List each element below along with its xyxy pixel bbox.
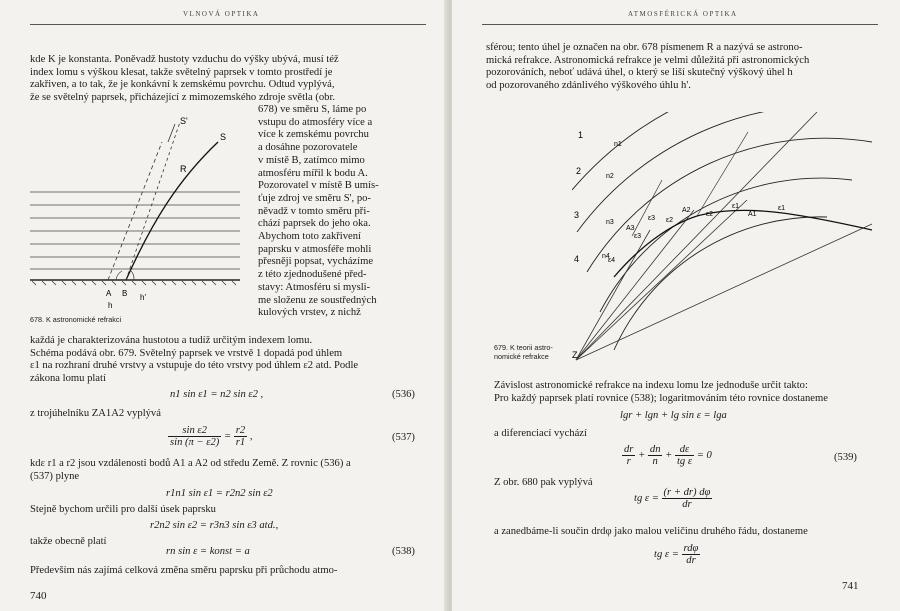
- true-direction: [126, 122, 180, 280]
- paragraph-intro: kde K je konstanta. Poněvadž hustoty vzduchu do výšky ubývá, musí též index lomu s výškou klesat, takže světelný paprsek v tomto prostředí je zakřiven, a to tak, že je konkávní k zemskému povrchu. Odtud vyplývá, že se světelný paprsek, přicházející z mimozemského zdroje světla (obr.: [30, 54, 339, 103]
- layer-label-3: 3: [574, 210, 580, 220]
- running-header: ATMOSFÉRICKÁ OPTIKA: [628, 10, 738, 18]
- label-n2: n2: [606, 173, 614, 180]
- layer-label-1: 1: [578, 130, 584, 140]
- equation-537-number: (537): [392, 432, 415, 443]
- figure-679: [572, 112, 882, 362]
- layer-label-2: 2: [576, 166, 582, 176]
- equation-log: lgr + lgn + lg sin ε = lga: [620, 410, 727, 421]
- text-diferenciaci: a diferenciací vychází: [494, 428, 587, 439]
- right-page: [452, 0, 900, 611]
- label-e3-prime: ε3: [648, 215, 656, 222]
- equation-tg-1: tg ε = $\frac{(r + dr) d\varphi}{dr}$: [634, 487, 711, 510]
- label-e1: ε1: [732, 203, 740, 210]
- page-number-left: 740: [30, 590, 47, 602]
- left-page: [0, 0, 448, 611]
- triangle-text: z trojúhelníku ZA1A2 vyplývá: [30, 408, 161, 419]
- label-r: R: [180, 164, 187, 174]
- angle-arc-h-prime: [130, 270, 134, 280]
- page-number-right: 741: [842, 580, 859, 592]
- layer-label-4: 4: [574, 254, 580, 264]
- paragraph-refraction: sférou; tento úhel je označen na obr. 678 písmenem R a nazývá se astrono- mická refrakce. Astronomická refrakce je velmi důležitá při astronomických pozorováních, neboť udává úhel, o který se liší skutečný výškový úhel h od pozorovaného zdánlivého výškového úhlu h'.: [486, 42, 810, 91]
- normal-line: [632, 180, 662, 236]
- label-e1-prime: ε1: [778, 205, 786, 212]
- angle-arc-h: [116, 271, 122, 280]
- label-n4: n4: [602, 253, 610, 260]
- side-column-text: 678) ve směru S, láme po vstupu do atmosféry více a více k zemskému povrchu a dosáhne pozorovatele v místě B, zatímco mimo atmosféru mířil k bodu A. Pozorovatel v místě B umís- ťuje zdroj ve směru S', po- něvadž v tomto směru při- chází paprsek do jeho oka. Abychom toto zakřivení paprsku v atmosféře mohli přesněji popsat, vycházíme z této zjednodušené před- stavy: Atmosféru si mysli- me složenu ze soustředných kulových vrstev, z nichž: [258, 104, 379, 319]
- normal-line: [697, 132, 748, 216]
- equation-536-number: (536): [392, 389, 415, 400]
- ground-hatching: [32, 281, 236, 285]
- equation-537: $\frac{\text{sin ε2}}{\sin (\pi - \varepsilon 2)}$ = $\frac{r2}{r1}$ ,: [170, 425, 253, 448]
- equation-r1n1: r1n1 sin ε1 = r2n2 sin ε2: [166, 488, 273, 499]
- header-rule: [482, 24, 878, 25]
- label-e3: ε3: [634, 233, 642, 240]
- equation-539-number: (539): [834, 452, 857, 463]
- figure-678: [30, 112, 255, 312]
- text-obr680: Z obr. 680 pak vyplývá: [494, 477, 593, 488]
- label-e4: ε4: [608, 257, 616, 264]
- equation-538-number: (538): [392, 546, 415, 557]
- label-n1: n1: [614, 141, 622, 148]
- label-a1: A1: [748, 211, 757, 218]
- text-zanedbame: a zanedbáme-li součin drdφ jako malou veličinu druhého řádu, dostaneme: [494, 526, 808, 537]
- label-a3: A3: [626, 225, 635, 232]
- label-e2: ε2: [666, 217, 674, 224]
- label-s: S: [220, 132, 227, 142]
- label-h: h: [108, 301, 113, 310]
- figure-679-caption: 679. K teorii astro- nomické refrakce: [494, 343, 553, 361]
- paragraph-layers: každá je charakterizována hustotou a tudíž určitým indexem lomu. Schéma podává obr. 679. Světelný paprsek ve vrstvě 1 dopadá pod úhlem ε1 na rozhraní druhé vrstvy a vstupuje do této vrstvy pod úhlem ε2 atd. Podle zákona lomu platí: [30, 335, 359, 384]
- header-rule: [30, 24, 426, 25]
- figure-678-caption: 678. K astronomické refrakci: [30, 315, 122, 324]
- label-h-prime: h': [140, 293, 146, 302]
- label-z: Z: [572, 350, 578, 360]
- equation-538: rn sin ε = konst = a: [166, 546, 250, 557]
- label-b: B: [122, 289, 128, 298]
- label-e2-prime: ε2: [706, 211, 714, 218]
- direction-tick: [168, 124, 175, 142]
- label-n3: n3: [606, 219, 614, 226]
- running-header: VLNOVÁ OPTIKA: [183, 10, 260, 18]
- equation-r2n2: r2n2 sin ε2 = r3n3 sin ε3 atd.,: [150, 520, 279, 531]
- text-takze: takže obecně platí: [30, 536, 107, 547]
- refracted-ray: [126, 142, 218, 280]
- equation-539: $\frac{dr}{r}$ + $\frac{dn}{n}$ + $\frac{d\varepsilon}{\text{tg ε}}$ = 0: [624, 444, 712, 467]
- radial-lines: [576, 112, 872, 360]
- paragraph-distances: kdε r1 a r2 jsou vzdálenosti bodů A1 a A2 od středu Země. Z rovnic (536) a (537) plyne: [30, 458, 351, 482]
- equation-tg-2: tg ε = $\frac{\text{rdφ}}{dr}$: [654, 543, 699, 566]
- equation-536: n1 sin ε1 = n2 sin ε2 ,: [170, 389, 264, 400]
- text-last-line: Především nás zajímá celková změna směru paprsku při průchodu atmo-: [30, 565, 338, 576]
- label-a: A: [106, 289, 112, 298]
- label-a2: A2: [682, 207, 691, 214]
- label-s-prime: S': [180, 116, 188, 126]
- paragraph-dependence: Závislost astronomické refrakce na indexu lomu lze jednoduše určit takto: Pro každý paprsek platí rovnice (538); logaritmováním této rovnice dostaneme: [494, 380, 828, 404]
- text-stejne: Stejně bychom určili pro další úsek paprsku: [30, 504, 216, 515]
